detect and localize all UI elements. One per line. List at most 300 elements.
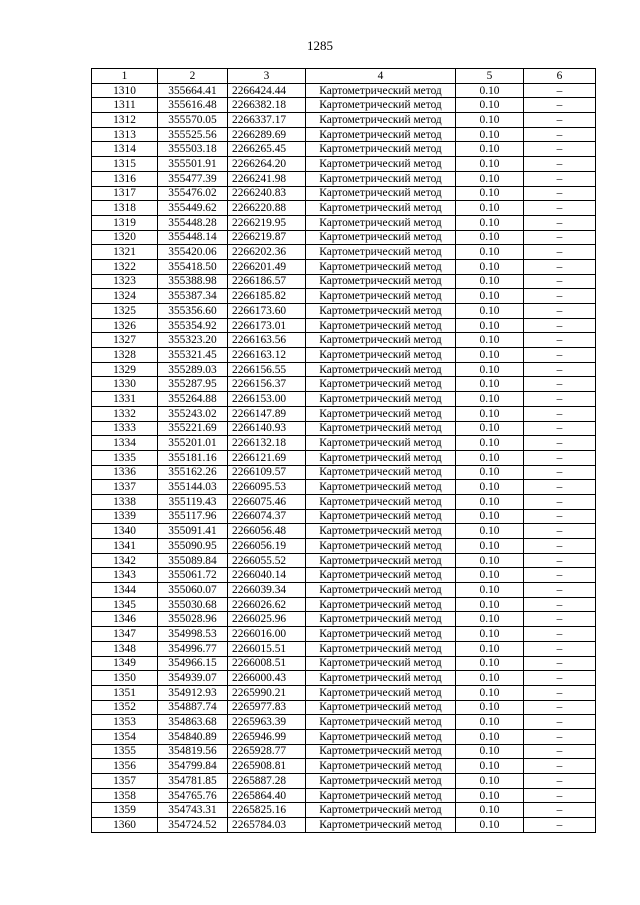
note-cell: – <box>524 685 596 700</box>
method-cell: Картометрический метод <box>306 289 456 304</box>
y-coordinate-cell: 2266202.36 <box>228 245 306 260</box>
x-coordinate-cell: 355501.91 <box>158 157 228 172</box>
y-coordinate-cell: 2266173.01 <box>228 318 306 333</box>
method-cell: Картометрический метод <box>306 788 456 803</box>
method-cell: Картометрический метод <box>306 671 456 686</box>
accuracy-cell: 0.10 <box>456 803 524 818</box>
method-cell: Картометрический метод <box>306 759 456 774</box>
point-number-cell: 1319 <box>92 215 158 230</box>
table-row <box>92 494 596 509</box>
point-number-cell: 1339 <box>92 509 158 524</box>
note-cell: – <box>524 421 596 436</box>
y-coordinate-cell: 2266163.12 <box>228 348 306 363</box>
point-number-cell: 1315 <box>92 157 158 172</box>
note-cell: – <box>524 259 596 274</box>
note-cell: – <box>524 509 596 524</box>
table-row <box>92 715 596 730</box>
point-number-cell: 1349 <box>92 656 158 671</box>
table-row <box>92 201 596 216</box>
point-number-cell: 1334 <box>92 436 158 451</box>
table-header <box>92 69 596 84</box>
point-number-cell: 1311 <box>92 98 158 113</box>
method-cell: Картометрический метод <box>306 406 456 421</box>
accuracy-cell: 0.10 <box>456 98 524 113</box>
point-number-cell: 1332 <box>92 406 158 421</box>
method-cell: Картометрический метод <box>306 333 456 348</box>
method-cell: Картометрический метод <box>306 509 456 524</box>
column-header: 3 <box>228 69 306 84</box>
point-number-cell: 1346 <box>92 612 158 627</box>
y-coordinate-cell: 2266186.57 <box>228 274 306 289</box>
x-coordinate-cell: 355503.18 <box>158 142 228 157</box>
table-row <box>92 818 596 833</box>
accuracy-cell: 0.10 <box>456 406 524 421</box>
y-coordinate-cell: 2266147.89 <box>228 406 306 421</box>
method-cell: Картометрический метод <box>306 480 456 495</box>
point-number-cell: 1312 <box>92 113 158 128</box>
table-row <box>92 465 596 480</box>
method-cell: Картометрический метод <box>306 715 456 730</box>
y-coordinate-cell: 2266264.20 <box>228 157 306 172</box>
point-number-cell: 1358 <box>92 788 158 803</box>
method-cell: Картометрический метод <box>306 553 456 568</box>
method-cell: Картометрический метод <box>306 157 456 172</box>
point-number-cell: 1359 <box>92 803 158 818</box>
accuracy-cell: 0.10 <box>456 362 524 377</box>
x-coordinate-cell: 355201.01 <box>158 436 228 451</box>
x-coordinate-cell: 355061.72 <box>158 568 228 583</box>
table-row <box>92 142 596 157</box>
note-cell: – <box>524 83 596 98</box>
x-coordinate-cell: 354743.31 <box>158 803 228 818</box>
y-coordinate-cell: 2266265.45 <box>228 142 306 157</box>
table-row <box>92 436 596 451</box>
accuracy-cell: 0.10 <box>456 215 524 230</box>
y-coordinate-cell: 2266163.56 <box>228 333 306 348</box>
note-cell: – <box>524 333 596 348</box>
note-cell: – <box>524 348 596 363</box>
accuracy-cell: 0.10 <box>456 774 524 789</box>
y-coordinate-cell: 2266025.96 <box>228 612 306 627</box>
y-coordinate-cell: 2266109.57 <box>228 465 306 480</box>
note-cell: – <box>524 524 596 539</box>
x-coordinate-cell: 355477.39 <box>158 171 228 186</box>
x-coordinate-cell: 355162.26 <box>158 465 228 480</box>
y-coordinate-cell: 2266140.93 <box>228 421 306 436</box>
y-coordinate-cell: 2266156.55 <box>228 362 306 377</box>
table-row <box>92 348 596 363</box>
point-number-cell: 1356 <box>92 759 158 774</box>
accuracy-cell: 0.10 <box>456 715 524 730</box>
x-coordinate-cell: 355090.95 <box>158 539 228 554</box>
table-row <box>92 157 596 172</box>
table-row <box>92 289 596 304</box>
method-cell: Картометрический метод <box>306 127 456 142</box>
note-cell: – <box>524 392 596 407</box>
accuracy-cell: 0.10 <box>456 127 524 142</box>
accuracy-cell: 0.10 <box>456 450 524 465</box>
y-coordinate-cell: 2266173.60 <box>228 304 306 319</box>
x-coordinate-cell: 355476.02 <box>158 186 228 201</box>
accuracy-cell: 0.10 <box>456 392 524 407</box>
y-coordinate-cell: 2266220.88 <box>228 201 306 216</box>
y-coordinate-cell: 2266219.95 <box>228 215 306 230</box>
y-coordinate-cell: 2265887.28 <box>228 774 306 789</box>
x-coordinate-cell: 354840.89 <box>158 729 228 744</box>
y-coordinate-cell: 2266008.51 <box>228 656 306 671</box>
method-cell: Картометрический метод <box>306 803 456 818</box>
x-coordinate-cell: 355289.03 <box>158 362 228 377</box>
y-coordinate-cell: 2266056.48 <box>228 524 306 539</box>
point-number-cell: 1325 <box>92 304 158 319</box>
method-cell: Картометрический метод <box>306 362 456 377</box>
table-row <box>92 245 596 260</box>
table-row <box>92 215 596 230</box>
column-header: 6 <box>524 69 596 84</box>
accuracy-cell: 0.10 <box>456 583 524 598</box>
note-cell: – <box>524 539 596 554</box>
table-row <box>92 480 596 495</box>
x-coordinate-cell: 354996.77 <box>158 641 228 656</box>
table-row <box>92 744 596 759</box>
method-cell: Картометрический метод <box>306 113 456 128</box>
note-cell: – <box>524 318 596 333</box>
y-coordinate-cell: 2266201.49 <box>228 259 306 274</box>
accuracy-cell: 0.10 <box>456 289 524 304</box>
method-cell: Картометрический метод <box>306 612 456 627</box>
y-coordinate-cell: 2265977.83 <box>228 700 306 715</box>
note-cell: – <box>524 127 596 142</box>
point-number-cell: 1330 <box>92 377 158 392</box>
x-coordinate-cell: 354765.76 <box>158 788 228 803</box>
table-row <box>92 656 596 671</box>
method-cell: Картометрический метод <box>306 377 456 392</box>
x-coordinate-cell: 355119.43 <box>158 494 228 509</box>
method-cell: Картометрический метод <box>306 641 456 656</box>
accuracy-cell: 0.10 <box>456 612 524 627</box>
note-cell: – <box>524 627 596 642</box>
point-number-cell: 1340 <box>92 524 158 539</box>
note-cell: – <box>524 274 596 289</box>
method-cell: Картометрический метод <box>306 245 456 260</box>
table-row <box>92 539 596 554</box>
header-row <box>92 69 596 84</box>
table-row <box>92 98 596 113</box>
point-number-cell: 1318 <box>92 201 158 216</box>
point-number-cell: 1327 <box>92 333 158 348</box>
x-coordinate-cell: 355616.48 <box>158 98 228 113</box>
point-number-cell: 1337 <box>92 480 158 495</box>
accuracy-cell: 0.10 <box>456 421 524 436</box>
table-row <box>92 685 596 700</box>
accuracy-cell: 0.10 <box>456 553 524 568</box>
note-cell: – <box>524 494 596 509</box>
y-coordinate-cell: 2266026.62 <box>228 597 306 612</box>
y-coordinate-cell: 2265946.99 <box>228 729 306 744</box>
accuracy-cell: 0.10 <box>456 539 524 554</box>
note-cell: – <box>524 641 596 656</box>
y-coordinate-cell: 2266382.18 <box>228 98 306 113</box>
note-cell: – <box>524 245 596 260</box>
y-coordinate-cell: 2266055.52 <box>228 553 306 568</box>
note-cell: – <box>524 450 596 465</box>
method-cell: Картометрический метод <box>306 465 456 480</box>
method-cell: Картометрический метод <box>306 98 456 113</box>
method-cell: Картометрический метод <box>306 83 456 98</box>
table-row <box>92 421 596 436</box>
table-row <box>92 759 596 774</box>
x-coordinate-cell: 355356.60 <box>158 304 228 319</box>
x-coordinate-cell: 355664.41 <box>158 83 228 98</box>
point-number-cell: 1345 <box>92 597 158 612</box>
method-cell: Картометрический метод <box>306 259 456 274</box>
point-number-cell: 1320 <box>92 230 158 245</box>
table-row <box>92 113 596 128</box>
table-row <box>92 186 596 201</box>
accuracy-cell: 0.10 <box>456 157 524 172</box>
table-row <box>92 509 596 524</box>
table-row <box>92 230 596 245</box>
note-cell: – <box>524 201 596 216</box>
x-coordinate-cell: 354724.52 <box>158 818 228 833</box>
y-coordinate-cell: 2265784.03 <box>228 818 306 833</box>
point-number-cell: 1342 <box>92 553 158 568</box>
note-cell: – <box>524 436 596 451</box>
point-number-cell: 1314 <box>92 142 158 157</box>
note-cell: – <box>524 759 596 774</box>
point-number-cell: 1329 <box>92 362 158 377</box>
accuracy-cell: 0.10 <box>456 201 524 216</box>
x-coordinate-cell: 354863.68 <box>158 715 228 730</box>
note-cell: – <box>524 553 596 568</box>
note-cell: – <box>524 215 596 230</box>
method-cell: Картометрический метод <box>306 597 456 612</box>
accuracy-cell: 0.10 <box>456 377 524 392</box>
table-row <box>92 803 596 818</box>
table-row <box>92 671 596 686</box>
accuracy-cell: 0.10 <box>456 524 524 539</box>
x-coordinate-cell: 355449.62 <box>158 201 228 216</box>
point-number-cell: 1352 <box>92 700 158 715</box>
x-coordinate-cell: 355525.56 <box>158 127 228 142</box>
method-cell: Картометрический метод <box>306 450 456 465</box>
y-coordinate-cell: 2266185.82 <box>228 289 306 304</box>
note-cell: – <box>524 113 596 128</box>
method-cell: Картометрический метод <box>306 142 456 157</box>
x-coordinate-cell: 355028.96 <box>158 612 228 627</box>
point-number-cell: 1344 <box>92 583 158 598</box>
point-number-cell: 1336 <box>92 465 158 480</box>
point-number-cell: 1354 <box>92 729 158 744</box>
note-cell: – <box>524 612 596 627</box>
table-row <box>92 274 596 289</box>
y-coordinate-cell: 2266040.14 <box>228 568 306 583</box>
point-number-cell: 1351 <box>92 685 158 700</box>
method-cell: Картометрический метод <box>306 583 456 598</box>
x-coordinate-cell: 355060.07 <box>158 583 228 598</box>
table-row <box>92 406 596 421</box>
note-cell: – <box>524 818 596 833</box>
point-number-cell: 1341 <box>92 539 158 554</box>
accuracy-cell: 0.10 <box>456 113 524 128</box>
table-row <box>92 627 596 642</box>
x-coordinate-cell: 354966.15 <box>158 656 228 671</box>
x-coordinate-cell: 354819.56 <box>158 744 228 759</box>
column-header: 4 <box>306 69 456 84</box>
y-coordinate-cell: 2266424.44 <box>228 83 306 98</box>
point-number-cell: 1322 <box>92 259 158 274</box>
y-coordinate-cell: 2266015.51 <box>228 641 306 656</box>
y-coordinate-cell: 2265963.39 <box>228 715 306 730</box>
y-coordinate-cell: 2266074.37 <box>228 509 306 524</box>
x-coordinate-cell: 355030.68 <box>158 597 228 612</box>
y-coordinate-cell: 2266240.83 <box>228 186 306 201</box>
point-number-cell: 1331 <box>92 392 158 407</box>
y-coordinate-cell: 2265908.81 <box>228 759 306 774</box>
table-row <box>92 333 596 348</box>
note-cell: – <box>524 289 596 304</box>
table-row <box>92 392 596 407</box>
note-cell: – <box>524 362 596 377</box>
accuracy-cell: 0.10 <box>456 304 524 319</box>
y-coordinate-cell: 2266241.98 <box>228 171 306 186</box>
accuracy-cell: 0.10 <box>456 568 524 583</box>
x-coordinate-cell: 354912.93 <box>158 685 228 700</box>
method-cell: Картометрический метод <box>306 494 456 509</box>
note-cell: – <box>524 480 596 495</box>
coordinates-table <box>91 68 596 833</box>
table-row <box>92 568 596 583</box>
point-number-cell: 1313 <box>92 127 158 142</box>
method-cell: Картометрический метод <box>306 744 456 759</box>
note-cell: – <box>524 157 596 172</box>
method-cell: Картометрический метод <box>306 186 456 201</box>
accuracy-cell: 0.10 <box>456 274 524 289</box>
table-row <box>92 127 596 142</box>
accuracy-cell: 0.10 <box>456 671 524 686</box>
point-number-cell: 1310 <box>92 83 158 98</box>
table-row <box>92 171 596 186</box>
x-coordinate-cell: 355287.95 <box>158 377 228 392</box>
note-cell: – <box>524 671 596 686</box>
accuracy-cell: 0.10 <box>456 627 524 642</box>
point-number-cell: 1333 <box>92 421 158 436</box>
accuracy-cell: 0.10 <box>456 759 524 774</box>
method-cell: Картометрический метод <box>306 318 456 333</box>
method-cell: Картометрический метод <box>306 524 456 539</box>
method-cell: Картометрический метод <box>306 304 456 319</box>
point-number-cell: 1335 <box>92 450 158 465</box>
note-cell: – <box>524 171 596 186</box>
x-coordinate-cell: 355354.92 <box>158 318 228 333</box>
y-coordinate-cell: 2266289.69 <box>228 127 306 142</box>
note-cell: – <box>524 774 596 789</box>
table-row <box>92 524 596 539</box>
accuracy-cell: 0.10 <box>456 186 524 201</box>
y-coordinate-cell: 2266095.53 <box>228 480 306 495</box>
x-coordinate-cell: 355181.16 <box>158 450 228 465</box>
accuracy-cell: 0.10 <box>456 230 524 245</box>
accuracy-cell: 0.10 <box>456 436 524 451</box>
table-row <box>92 774 596 789</box>
x-coordinate-cell: 355221.69 <box>158 421 228 436</box>
y-coordinate-cell: 2266039.34 <box>228 583 306 598</box>
y-coordinate-cell: 2265928.77 <box>228 744 306 759</box>
x-coordinate-cell: 355448.14 <box>158 230 228 245</box>
method-cell: Картометрический метод <box>306 700 456 715</box>
note-cell: – <box>524 583 596 598</box>
method-cell: Картометрический метод <box>306 539 456 554</box>
column-header: 2 <box>158 69 228 84</box>
method-cell: Картометрический метод <box>306 274 456 289</box>
y-coordinate-cell: 2266075.46 <box>228 494 306 509</box>
accuracy-cell: 0.10 <box>456 729 524 744</box>
point-number-cell: 1328 <box>92 348 158 363</box>
accuracy-cell: 0.10 <box>456 348 524 363</box>
point-number-cell: 1316 <box>92 171 158 186</box>
method-cell: Картометрический метод <box>306 392 456 407</box>
note-cell: – <box>524 142 596 157</box>
point-number-cell: 1355 <box>92 744 158 759</box>
point-number-cell: 1323 <box>92 274 158 289</box>
table-row <box>92 304 596 319</box>
x-coordinate-cell: 355570.05 <box>158 113 228 128</box>
y-coordinate-cell: 2265990.21 <box>228 685 306 700</box>
point-number-cell: 1338 <box>92 494 158 509</box>
accuracy-cell: 0.10 <box>456 480 524 495</box>
accuracy-cell: 0.10 <box>456 818 524 833</box>
column-header: 1 <box>92 69 158 84</box>
note-cell: – <box>524 465 596 480</box>
accuracy-cell: 0.10 <box>456 744 524 759</box>
method-cell: Картометрический метод <box>306 685 456 700</box>
table-row <box>92 641 596 656</box>
accuracy-cell: 0.10 <box>456 465 524 480</box>
accuracy-cell: 0.10 <box>456 142 524 157</box>
method-cell: Картометрический метод <box>306 171 456 186</box>
x-coordinate-cell: 355264.88 <box>158 392 228 407</box>
table-row <box>92 259 596 274</box>
accuracy-cell: 0.10 <box>456 333 524 348</box>
accuracy-cell: 0.10 <box>456 700 524 715</box>
accuracy-cell: 0.10 <box>456 171 524 186</box>
accuracy-cell: 0.10 <box>456 597 524 612</box>
method-cell: Картометрический метод <box>306 348 456 363</box>
note-cell: – <box>524 744 596 759</box>
y-coordinate-cell: 2266056.19 <box>228 539 306 554</box>
table-row <box>92 700 596 715</box>
accuracy-cell: 0.10 <box>456 318 524 333</box>
x-coordinate-cell: 354887.74 <box>158 700 228 715</box>
accuracy-cell: 0.10 <box>456 83 524 98</box>
accuracy-cell: 0.10 <box>456 509 524 524</box>
method-cell: Картометрический метод <box>306 729 456 744</box>
y-coordinate-cell: 2266337.17 <box>228 113 306 128</box>
x-coordinate-cell: 355091.41 <box>158 524 228 539</box>
table-row <box>92 362 596 377</box>
note-cell: – <box>524 98 596 113</box>
method-cell: Картометрический метод <box>306 818 456 833</box>
note-cell: – <box>524 230 596 245</box>
column-header: 5 <box>456 69 524 84</box>
x-coordinate-cell: 355089.84 <box>158 553 228 568</box>
page-number: 1285 <box>307 38 333 53</box>
y-coordinate-cell: 2265864.40 <box>228 788 306 803</box>
table-row <box>92 83 596 98</box>
method-cell: Картометрический метод <box>306 421 456 436</box>
x-coordinate-cell: 355117.96 <box>158 509 228 524</box>
accuracy-cell: 0.10 <box>456 494 524 509</box>
